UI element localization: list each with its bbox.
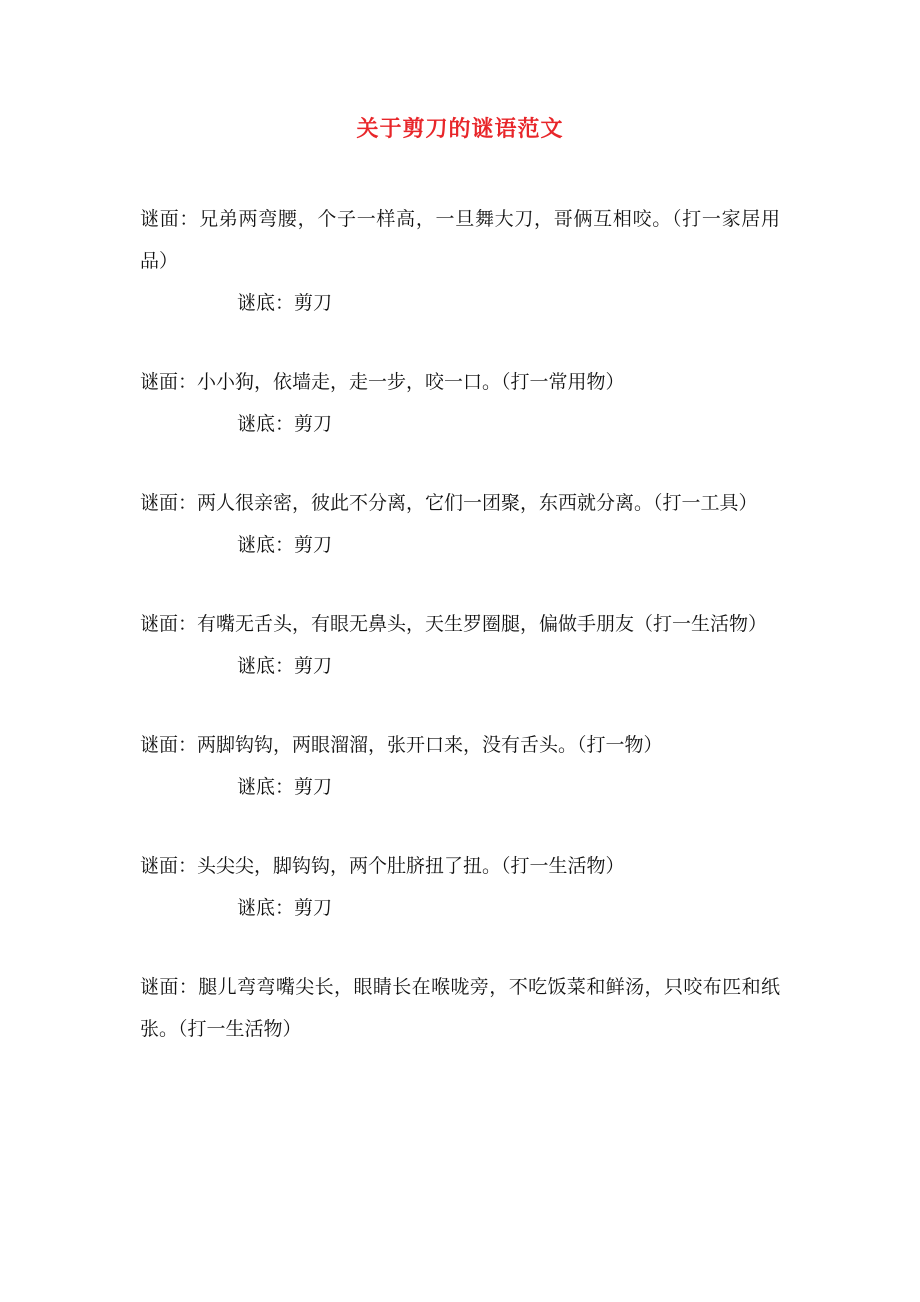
riddle-list [140,198,780,1087]
riddle-question: 谜面：有嘴无舌头，有眼无鼻头，天生罗圈腿，偏做手朋友（打一生活物） [140,613,768,635]
riddle-question: 谜面：头尖尖，脚钩钩，两个肚脐扭了扭。（打一生活物） [140,855,625,877]
riddle-question: 谜面：两人很亲密，彼此不分离，它们一团聚，东西就分离。（打一工具） [140,492,758,514]
riddle-item [140,198,780,324]
riddle-question: 谜面：小小狗，依墙走，走一步，咬一口。（打一常用物） [140,371,625,393]
riddle-answer: 谜底：剪刀 [237,897,333,919]
riddle-item [140,845,780,929]
riddle-answer: 谜底：剪刀 [237,292,333,314]
riddle-item [140,724,780,808]
riddle-answer: 谜底：剪刀 [237,413,333,435]
riddle-question: 谜面：兄弟两弯腰，个子一样高，一旦舞大刀，哥俩互相咬。（打一家居用品） [140,208,780,272]
document-title: 关于剪刀的谜语范文 [356,116,564,142]
riddle-item [140,603,780,687]
riddle-answer: 谜底：剪刀 [237,776,333,798]
riddle-answer: 谜底：剪刀 [237,655,333,677]
riddle-item [140,361,780,445]
riddle-question: 谜面：两脚钩钩，两眼溜溜，张开口来，没有舌头。（打一物） [140,734,663,756]
riddle-answer: 谜底：剪刀 [237,534,333,556]
riddle-item [140,966,780,1050]
riddle-item [140,482,780,566]
riddle-question: 谜面：腿儿弯弯嘴尖长，眼睛长在喉咙旁，不吃饭菜和鲜汤，只咬布匹和纸张。（打一生活物） [140,976,780,1040]
